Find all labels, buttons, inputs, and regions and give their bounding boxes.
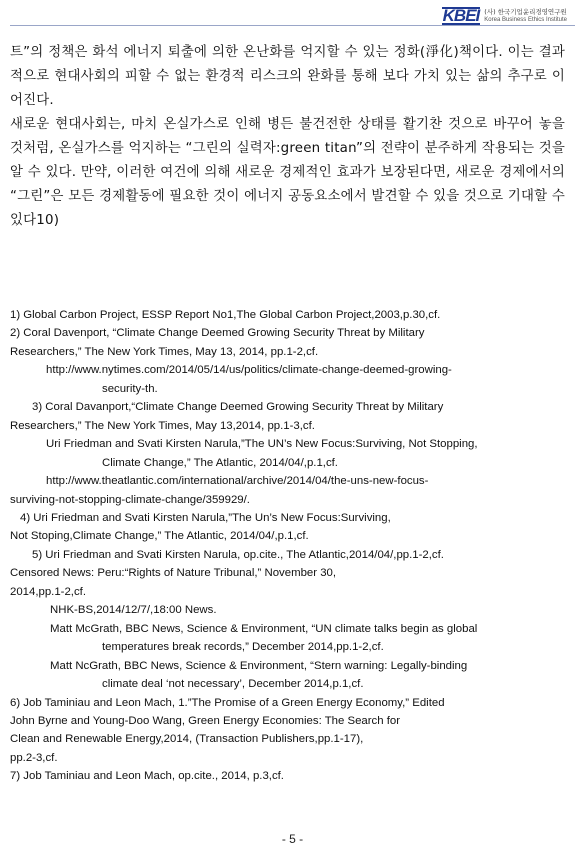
footnote-line: http://www.nytimes.com/2014/05/14/us/politics/climate-change-deemed-growing-	[46, 364, 452, 377]
footnote-line: Censored News: Peru:“Rights of Nature Tribunal,” November 30,	[10, 567, 337, 580]
header-divider	[10, 25, 575, 26]
footnote-line: 4) Uri Friedman and Svati Kirsten Narula,”The Un’s New Focus:Surviving,	[20, 511, 391, 524]
logo-english-name: Korea Business Ethics Institute	[484, 17, 567, 23]
footnote-line: Uri Friedman and Svati Kirsten Narula,”The UN’s New Focus:Surviving, Not Stopping,	[46, 438, 478, 451]
footnote-line: 2) Coral Davenport, “Climate Change Deemed Growing Security Threat by Military	[10, 327, 425, 340]
header-logo	[442, 6, 567, 26]
footnotes	[10, 306, 570, 786]
paragraph: 트”의 정책은 화석 에너지 퇴출에 의한 온난화를 억지할 수 있는 정화(淨化)책이다. 이는 결과적으로 현대사회의 피할 수 없는 환경적 리스크의 완화를 통해 보다 가치 있는 삶의 추구로 이어진다.	[10, 45, 565, 108]
body-text	[10, 41, 565, 233]
footnote-line: 3) Coral Davanport,“Climate Change Deemed Growing Security Threat by Military	[32, 401, 444, 414]
kbei-logo-icon: KBEI	[442, 6, 480, 25]
footnote-line: Matt NcGrath, BBC News, Science & Environment, “Stern warning: Legally-binding	[50, 659, 468, 672]
footnote-line: Clean and Renewable Energy,2014, (Transaction Publishers,pp.1-17),	[10, 733, 364, 746]
footnote-line: pp.2-3,cf.	[10, 751, 58, 764]
footnote-line: Researchers,” The New York Times, May 13, 2014, pp.1-2,cf.	[10, 345, 319, 358]
logo-text	[484, 8, 567, 24]
footnote-line: Climate Change,” The Atlantic, 2014/04/,p.1,cf.	[102, 456, 338, 469]
footnote-line: 7) Job Taminiau and Leon Mach, op.cite., 2014, p.3,cf.	[10, 770, 284, 783]
page-number: - 5 -	[281, 832, 304, 846]
footnote-line: 6) Job Taminiau and Leon Mach, 1.”The Promise of a Green Energy Economy,” Edited	[10, 696, 445, 709]
footnote-line: http://www.theatlantic.com/international/archive/2014/04/the-uns-new-focus-	[46, 475, 429, 488]
footnote-line: climate deal ‘not necessary’, December 2014,p.1,cf.	[102, 678, 364, 691]
footnote-line: 1) Global Carbon Project, ESSP Report No1,The Global Carbon Project,2003,p.30,cf.	[10, 309, 441, 321]
paragraph: 새로운 현대사회는, 마치 온실가스로 인해 병든 불건전한 상태를 활기찬 것으로 바꾸어 놓을 것처럼, 온실가스를 억지하는 “그린의 실력자:green titan”의 전략이 분주하게 작용되는 것을 알 수 있다. 만약, 이러한 여건에 의해 새로운 경제적인 효과가 보장된다면, 새로운 경제에서의 “그린”은 모든 경제활동에 필요한 것이 에너지 공동요소에서 발견할 수 있을 것으로 기대할 수 있다10)	[10, 117, 565, 228]
footnote-line: Matt McGrath, BBC News, Science & Environment, “UN climate talks begin as global	[50, 622, 478, 635]
footnote-line: temperatures break records,” December 2014,pp.1-2,cf.	[102, 641, 384, 654]
logo-korean-name: (사) 한국기업윤리경영연구원	[484, 8, 567, 16]
footnote-line: security-th.	[102, 382, 158, 395]
footnote-line: 2014,pp.1-2,cf.	[10, 585, 86, 598]
footnote-line: NHK-BS,2014/12/7/,18:00 News.	[50, 604, 217, 617]
footnote-line: John Byrne and Young-Doo Wang, Green Energy Economies: The Search for	[10, 714, 401, 727]
footnote-line: Not Stoping,Climate Change,” The Atlantic, 2014/04/,p.1,cf.	[10, 530, 309, 543]
footnote-line: 5) Uri Friedman and Svati Kirsten Narula, op.cite., The Atlantic,2014/04/,pp.1-2,cf.	[32, 548, 444, 561]
footnote-line: surviving-not-stopping-climate-change/359929/.	[10, 493, 250, 506]
footnote-line: Researchers,” The New York Times, May 13,2014, pp.1-3,cf.	[10, 419, 315, 432]
